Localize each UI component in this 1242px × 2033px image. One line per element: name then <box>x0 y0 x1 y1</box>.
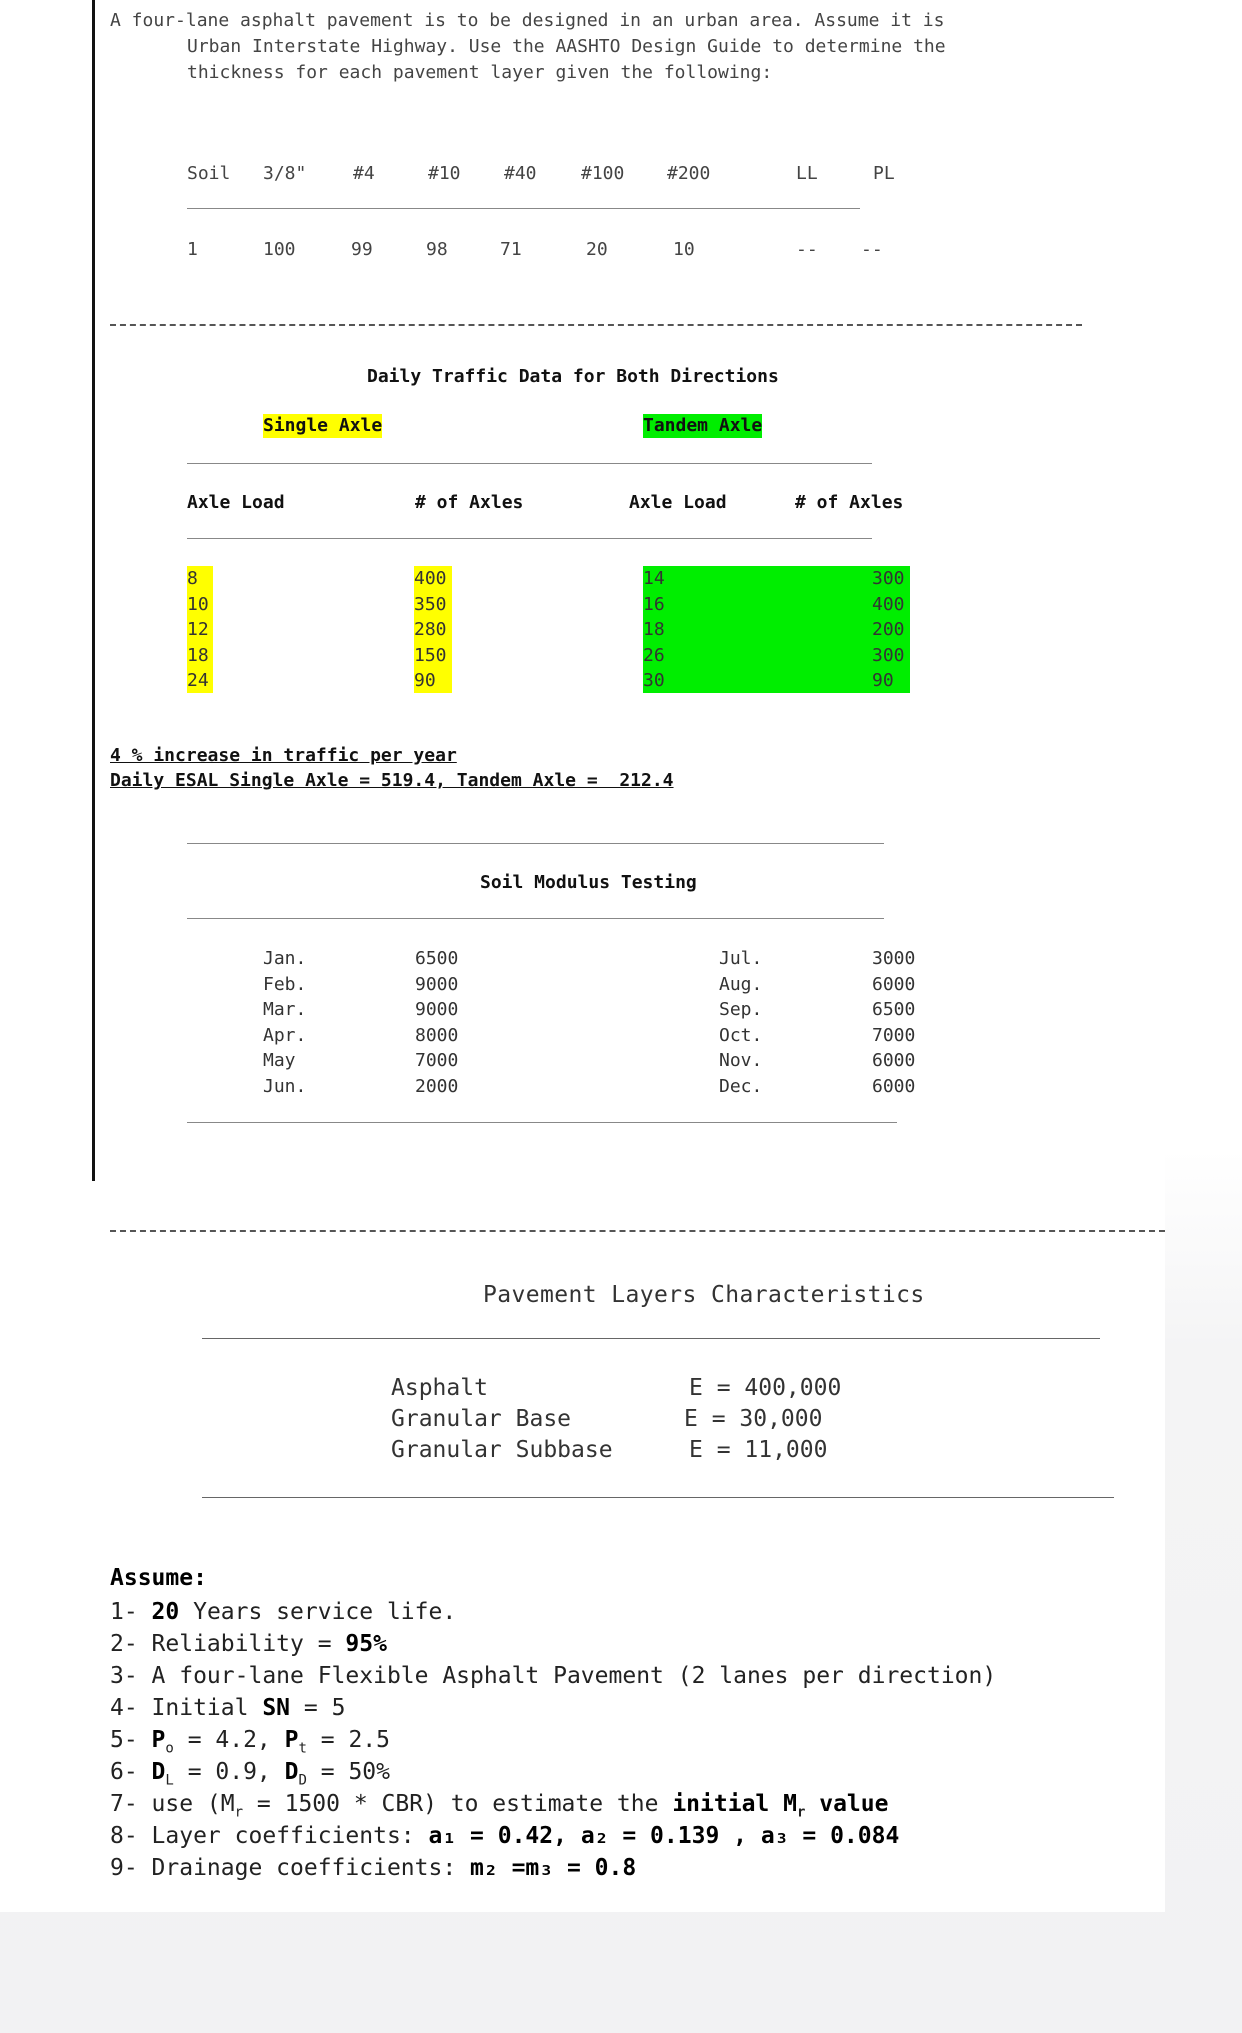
layer-name-subbase: Granular Subbase <box>391 1437 613 1463</box>
month-label: May <box>263 1050 296 1071</box>
assume-item-8: 8- Layer coefficients: a₁ = 0.42, a₂ = 0.139 , a₃ = 0.084 <box>110 1823 900 1849</box>
intro-line-2: Urban Interstate Highway. Use the AASHTO Design Guide to determine the <box>187 36 946 57</box>
soil-header-10: #10 <box>428 163 461 184</box>
header-tandem-axle-count: # of Axles <box>795 492 904 513</box>
assume-item-3: 3- A four-lane Flexible Asphalt Pavement (2 lanes per direction) <box>110 1663 997 1689</box>
single-axle-label: Single Axle <box>263 415 383 436</box>
single-count-value: 90 <box>414 670 436 691</box>
soil-header-40: #40 <box>504 163 537 184</box>
modulus-value: 9000 <box>415 973 459 995</box>
single-load-value: 24 <box>187 670 209 691</box>
assume-item-6: 6- $D_L = 0.9$, $D_D = 50\%$ <box>110 1759 391 1789</box>
modulus-value: 7000 <box>872 1024 916 1046</box>
soil-header-200: #200 <box>667 163 711 184</box>
single-load-value: 12 <box>187 619 209 640</box>
soil-cell-200: 10 <box>673 239 695 260</box>
month-label: Jan. <box>263 948 307 969</box>
modulus-value: 2000 <box>415 1075 459 1097</box>
assume-item-9: 9- Drainage coefficients: m₂ =m₃ = 0.8 <box>110 1855 637 1881</box>
month-label: Dec. <box>719 1075 763 1097</box>
section-divider-1 <box>110 324 1082 326</box>
assume-heading: Assume: <box>110 1565 207 1591</box>
modulus-value: 8000 <box>415 1024 459 1046</box>
layer-modulus-base: E = 30,000 <box>684 1406 823 1432</box>
modulus-value: 3000 <box>872 948 916 969</box>
tandem-axle-label: Tandem Axle <box>643 415 763 436</box>
soil-cell-soil: 1 <box>187 239 198 260</box>
tandem-count-value: 90 <box>872 670 894 691</box>
tandem-load-value: 14 <box>643 568 665 589</box>
section-divider-2 <box>110 1230 1165 1232</box>
soil-modulus-title: Soil Modulus Testing <box>480 872 697 893</box>
tandem-count-value: 200 <box>872 619 905 640</box>
soil-header-4: #4 <box>353 163 375 184</box>
modulus-value: 6500 <box>872 999 916 1020</box>
soil-cell-pl: -- <box>861 239 883 260</box>
traffic-title: Daily Traffic Data for Both Directions <box>367 366 779 387</box>
modulus-top-rule <box>187 843 884 844</box>
traffic-header-rule <box>187 538 872 539</box>
soil-header-pl: PL <box>873 163 895 184</box>
assume-item-5: 5- $P_o = 4.2$, $P_t = 2.5$ <box>110 1727 391 1757</box>
values-left-column <box>415 946 458 1099</box>
tandem-count-column <box>872 566 910 693</box>
modulus-bottom-rule <box>187 1122 897 1123</box>
month-label: Sep. <box>719 999 763 1020</box>
intro-line-1: A four-lane asphalt pavement is to be designed in an urban area. Assume it is <box>110 10 945 31</box>
soil-cell-100: 20 <box>586 239 608 260</box>
soil-cell-ll: -- <box>796 239 818 260</box>
header-single-axle-count: # of Axles <box>415 492 524 513</box>
month-label: Nov. <box>719 1050 763 1071</box>
single-count-value: 280 <box>414 619 447 640</box>
tandem-load-value: 26 <box>643 644 665 666</box>
month-label: Apr. <box>263 1024 307 1046</box>
soil-cell-10: 98 <box>426 239 448 260</box>
single-load-column <box>187 566 213 693</box>
daily-esal-note: Daily ESAL Single Axle = 519.4, Tandem Axle = 212.4 <box>110 770 674 791</box>
assume-item-2: 2- Reliability = 95% <box>110 1631 387 1657</box>
tandem-count-value: 300 <box>872 644 905 666</box>
layer-modulus-subbase: E = 11,000 <box>689 1437 828 1463</box>
left-margin-rule <box>92 0 95 1181</box>
modulus-value: 9000 <box>415 999 459 1020</box>
tandem-highlight-band <box>669 566 872 693</box>
single-count-value: 150 <box>414 644 447 666</box>
header-single-axle-load: Axle Load <box>187 492 285 513</box>
month-label: Feb. <box>263 973 307 995</box>
pavement-layers-title: Pavement Layers Characteristics <box>483 1282 925 1308</box>
soil-cell-3-8: 100 <box>263 239 296 260</box>
traffic-top-rule <box>187 463 872 464</box>
modulus-value: 6000 <box>872 973 916 995</box>
tandem-load-value: 18 <box>643 619 665 640</box>
layer-modulus-asphalt: E = 400,000 <box>689 1375 842 1401</box>
single-count-column <box>414 566 452 693</box>
layers-bottom-rule <box>202 1497 1114 1498</box>
single-count-value: 350 <box>414 593 447 615</box>
soil-header-ll: LL <box>796 163 818 184</box>
values-right-column <box>872 946 915 1099</box>
assume-item-4: 4- Initial SN = 5 <box>110 1695 346 1721</box>
modulus-header-rule <box>187 918 884 919</box>
months-left-column <box>263 946 306 1099</box>
month-label: Mar. <box>263 999 307 1020</box>
single-count-value: 400 <box>414 568 447 589</box>
layer-name-asphalt: Asphalt <box>391 1375 488 1401</box>
modulus-value: 7000 <box>415 1050 459 1071</box>
tandem-count-value: 400 <box>872 593 905 615</box>
month-label: Jul. <box>719 948 763 969</box>
month-label: Aug. <box>719 973 763 995</box>
tandem-load-value: 16 <box>643 593 665 615</box>
soil-header-soil: Soil <box>187 163 231 184</box>
layer-name-base: Granular Base <box>391 1406 572 1432</box>
traffic-growth-note: 4 % increase in traffic per year <box>110 745 457 766</box>
modulus-value: 6000 <box>872 1050 916 1071</box>
soil-header-3-8: 3/8" <box>263 163 307 184</box>
month-label: Jun. <box>263 1075 307 1097</box>
tandem-load-column <box>643 566 669 693</box>
modulus-value: 6000 <box>872 1075 916 1097</box>
soil-cell-4: 99 <box>351 239 373 260</box>
soil-cell-40: 71 <box>500 239 522 260</box>
intro-line-3: thickness for each pavement layer given the following: <box>187 62 773 83</box>
single-load-value: 18 <box>187 644 209 666</box>
months-right-column <box>719 946 762 1099</box>
assume-item-7: 7- use $(M_r = 1500 * CBR)$ to estimate the initial $M_r$ value <box>110 1791 889 1821</box>
single-load-value: 10 <box>187 593 209 615</box>
tandem-load-value: 30 <box>643 670 665 691</box>
soil-header-rule <box>187 208 860 209</box>
header-tandem-axle-load: Axle Load <box>629 492 727 513</box>
assume-item-1: 1- 20 Years service life. <box>110 1599 457 1625</box>
single-load-value: 8 <box>187 568 198 589</box>
soil-header-100: #100 <box>581 163 625 184</box>
layers-top-rule <box>202 1338 1100 1339</box>
month-label: Oct. <box>719 1024 763 1046</box>
modulus-value: 6500 <box>415 948 459 969</box>
tandem-count-value: 300 <box>872 568 905 589</box>
